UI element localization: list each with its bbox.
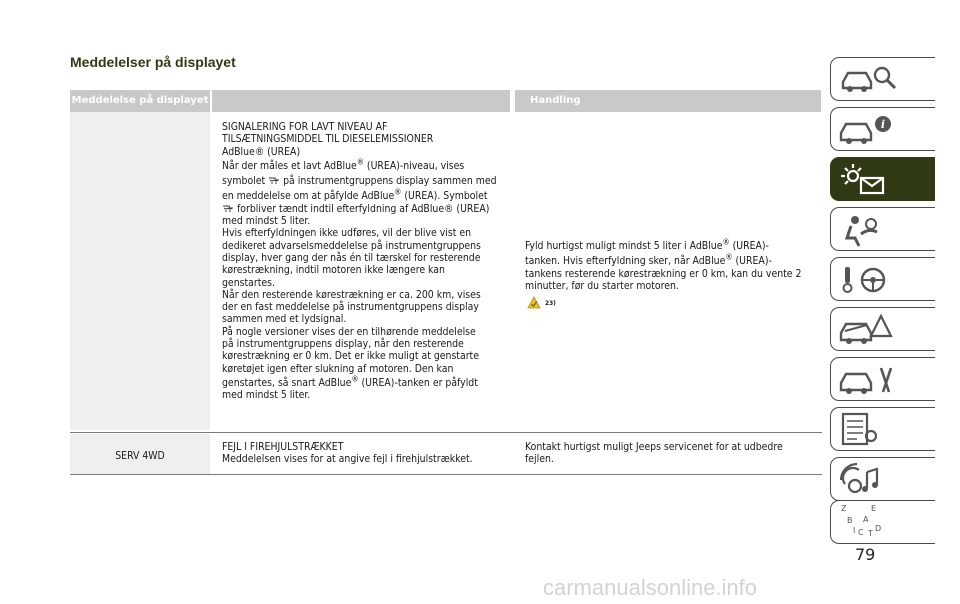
tab-car-info[interactable] xyxy=(830,107,935,151)
description-line: på instrumentgruppens display, når den resterende xyxy=(222,338,464,351)
warning-reference: 23) xyxy=(545,299,556,307)
message-cell-row-1 xyxy=(70,112,210,430)
watermark: carmanualsonline.info xyxy=(543,575,758,600)
tab-index[interactable]: Z E B A I C T D xyxy=(830,500,935,544)
description-line: Meddelelsen vises for at angive fejl i firehjulstrækket. xyxy=(222,453,473,466)
page-number: 79 xyxy=(855,545,876,564)
description-line: Når den resterende kørestrækning er ca. 200 km, vises xyxy=(222,288,481,301)
action-line: minutter, før du starter motoren. xyxy=(525,279,679,292)
table-header-blank xyxy=(212,90,510,112)
description-line: med mindst 5 liter. xyxy=(222,215,311,228)
car-search-icon xyxy=(831,58,936,102)
description-line: Når der måles et lavt AdBlue® (UREA)-niveau, vises xyxy=(222,157,465,172)
description-line: AdBlue® (UREA) xyxy=(222,145,301,158)
description-line: sammen med et lydsignal. xyxy=(222,313,347,326)
tab-starting-driving[interactable] xyxy=(830,257,935,301)
tab-emergency[interactable] xyxy=(830,307,935,351)
svg-text:i: i xyxy=(880,118,886,131)
warning-light-message-icon xyxy=(831,158,936,202)
tab-technical-data[interactable] xyxy=(830,407,935,451)
description-line: TILSÆTNINGSMIDDEL TIL DIESELEMISSIONER xyxy=(222,133,434,146)
car-service-tools-icon xyxy=(831,358,936,402)
description-line: FEJL I FIREHJULSTRÆKKET xyxy=(222,441,344,453)
row-divider xyxy=(70,432,822,433)
table-header-action: Handling xyxy=(515,90,821,112)
section-title: Meddelelser på displayet xyxy=(70,54,236,70)
description-line: forbliver tændt indtil efterfyldning af AdBlue® (UREA) xyxy=(222,203,514,215)
car-info-icon xyxy=(831,108,936,152)
description-line: display, hver gang der nås én til tærskel for resterende xyxy=(222,251,481,264)
row-1-description xyxy=(222,121,514,402)
row-1-action xyxy=(525,237,823,292)
description-line: symbolet på instrumentgruppens display sammen med xyxy=(222,175,497,188)
adblue-warning-icon xyxy=(268,175,280,185)
tab-multimedia[interactable] xyxy=(830,457,935,501)
description-line: genstartes, så snart AdBlue® (UREA)-tanken er påfyldt xyxy=(222,374,478,389)
description-line: køretøjet igen efter slukning af motoren. Den kan xyxy=(222,362,454,375)
tab-warning-lights-messages[interactable] xyxy=(830,157,935,201)
action-line: tanken. Hvis efterfyldning sker, når AdBlue® (UREA)- xyxy=(525,252,772,268)
description-line: dedikeret advarselsmeddelelse på instrumentgruppens xyxy=(222,239,481,252)
row-2-action xyxy=(525,441,823,466)
adblue-warning-icon xyxy=(222,203,234,213)
table-bottom-rule xyxy=(70,474,822,475)
tab-car-search[interactable] xyxy=(830,57,935,101)
description-line: På nogle versioner vises der en tilhørende meddelelse xyxy=(222,325,476,338)
action-line: Fyld hurtigst muligt mindst 5 liter i AdBlue® (UREA)- xyxy=(525,237,769,252)
action-line: Kontakt hurtigst muligt Jeeps servicenet for at udbedre xyxy=(525,441,783,453)
description-line: Hvis efterfyldningen ikke udføres, vil der blive vist en xyxy=(222,227,472,240)
description-line: genstartes. xyxy=(222,276,275,289)
seat-airbag-safety-icon xyxy=(831,208,936,252)
multimedia-icon xyxy=(831,458,936,502)
description-line: SIGNALERING FOR LAVT NIVEAU AF xyxy=(222,121,388,133)
description-line: en meddelelse om at påfylde AdBlue® (UREA). Symbolet xyxy=(222,188,488,203)
tab-servicing[interactable] xyxy=(830,357,935,401)
car-emergency-icon xyxy=(831,308,936,352)
warning-triangle-icon xyxy=(527,296,541,309)
row-2-description xyxy=(222,441,514,466)
description-line: der en fast meddelelse på instrumentgruppens display xyxy=(222,301,479,314)
message-serv-4wd: SERV 4WD xyxy=(115,450,165,462)
description-line: kørestrækning, indtil motoren ikke længere kan xyxy=(222,264,445,277)
table-header-message: Meddelelse på displayet xyxy=(70,90,210,112)
description-line: kørestrækning er 0 km. Det er ikke muligt at genstarte xyxy=(222,350,479,363)
technical-data-icon xyxy=(831,408,936,452)
key-steering-wheel-icon xyxy=(831,258,936,302)
description-line: med mindst 5 liter. xyxy=(222,389,311,402)
action-line: tankens resterende kørestrækning er 0 km, kan du vente 2 xyxy=(525,267,802,280)
tab-safety[interactable] xyxy=(830,207,935,251)
action-line: fejlen. xyxy=(525,453,554,466)
